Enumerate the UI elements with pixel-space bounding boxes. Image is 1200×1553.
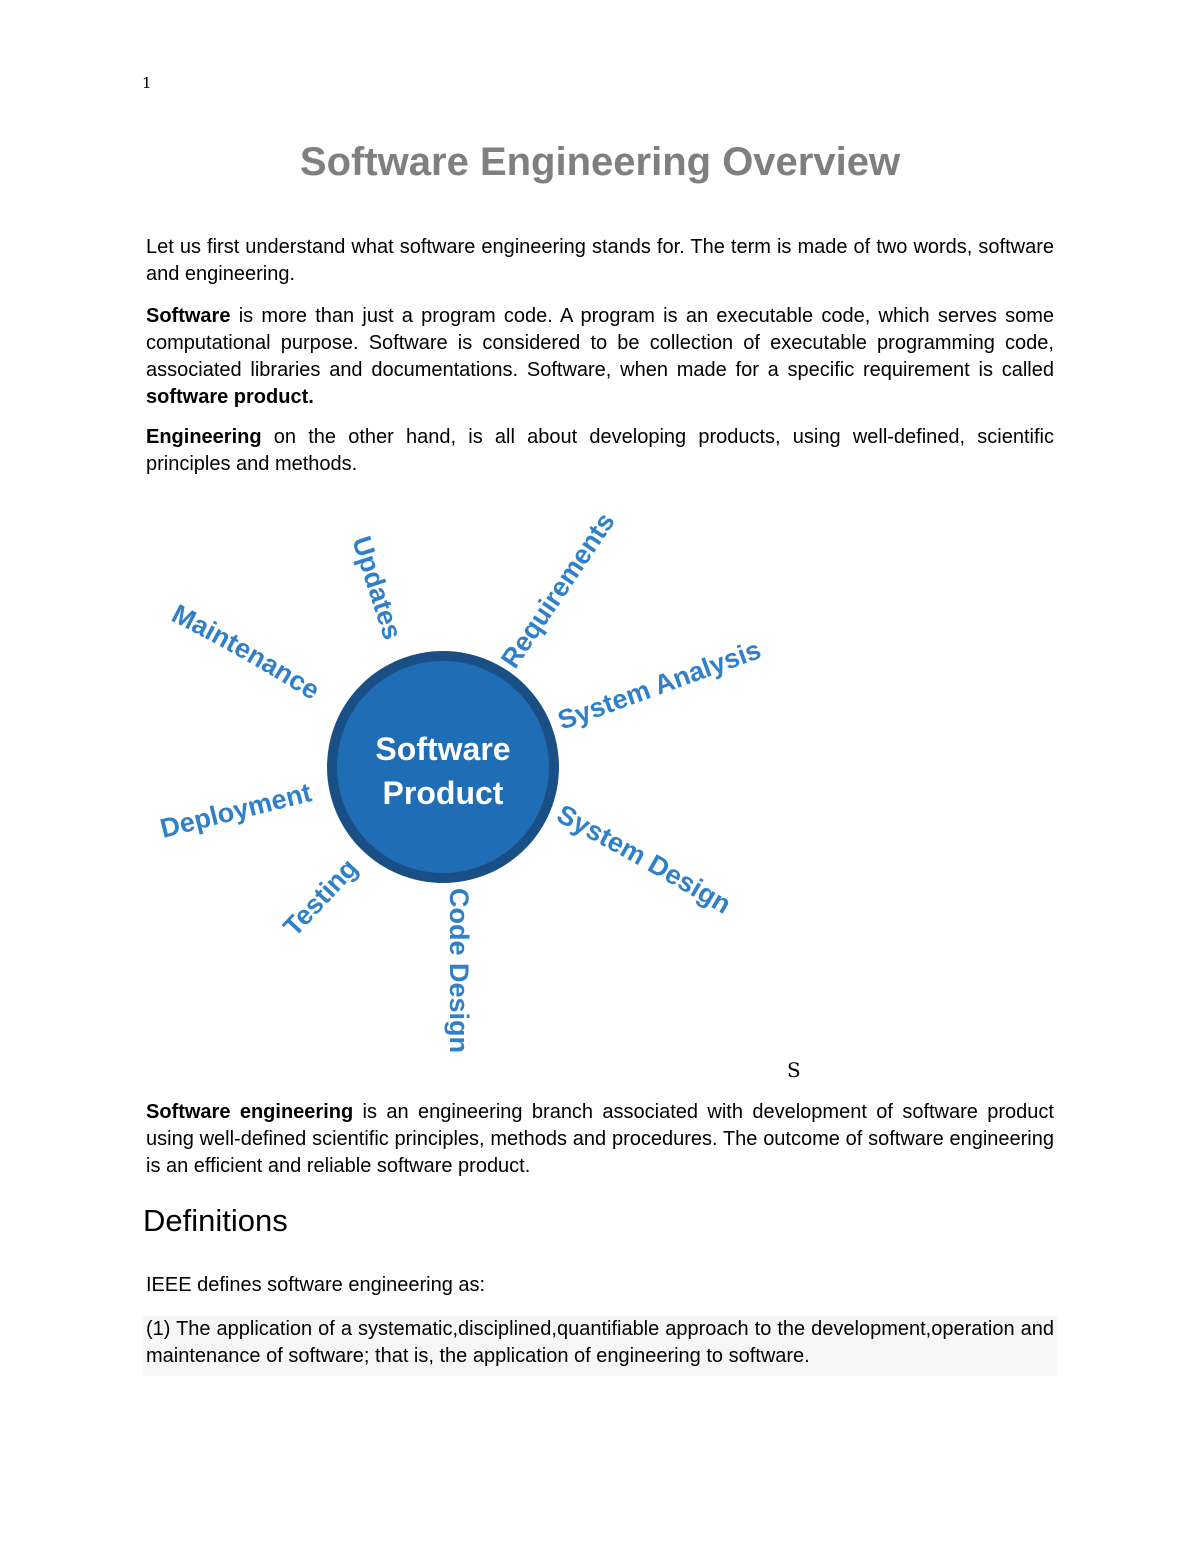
center-circle-fill xyxy=(337,661,549,873)
label-system-design xyxy=(552,799,736,920)
intro-paragraph: Let us first understand what software engineering stands for. The term is made of two words, software and engineering. xyxy=(146,236,1054,285)
software-product-term: software product. xyxy=(146,386,314,408)
software-definition: is more than just a program code. A program is an executable code, which serves some computational purpose. Software is considered to be collection of executable programming code, associated libraries and documentations. Software, when made for a specific requirement is called xyxy=(146,305,1054,381)
label-deployment: Deployment xyxy=(157,777,315,844)
label-code-design: Code Design xyxy=(444,888,474,1054)
label-requirements: Requirements xyxy=(495,507,621,674)
page-title: Software Engineering Overview xyxy=(299,140,901,184)
software-engineering-term: Software engineering xyxy=(146,1101,354,1123)
engineering-definition: on the other hand, is all about developing products, using well-defined, scientific principles and methods. xyxy=(146,426,1054,475)
definitions-heading: Definitions xyxy=(143,1203,288,1238)
center-label-line2: Product xyxy=(382,775,504,811)
ieee-definition-1: (1) The application of a systematic,disciplined,quantifiable approach to the development,operation and maintenance of software; that is, the application of engineering to software. xyxy=(143,1316,1057,1376)
software-engineering-paragraph xyxy=(146,1099,1054,1180)
stray-letter: S xyxy=(787,1058,801,1082)
center-circle xyxy=(327,651,559,883)
label-maintenance-path: Maintenance xyxy=(167,598,325,706)
label-testing: Testing xyxy=(277,852,364,943)
software-paragraph xyxy=(146,303,1054,411)
software-product-diagram xyxy=(130,490,790,1080)
software-term: Software xyxy=(146,305,231,327)
page-number: 1 xyxy=(142,74,152,92)
software-engineering-definition: is an engineering branch associated with development of software product using well-defined scientific principles, methods and procedures. The outcome of software engineering is an efficient and reliable software product. xyxy=(146,1101,1054,1177)
label-maintenance xyxy=(167,599,325,706)
center-label-line1: Software xyxy=(375,731,511,767)
label-updates: Updates xyxy=(346,532,408,644)
ieee-intro: IEEE defines software engineering as: xyxy=(146,1274,486,1296)
engineering-paragraph xyxy=(146,424,1054,478)
engineering-term: Engineering xyxy=(146,426,262,448)
label-system-design-path: System Design xyxy=(552,798,737,920)
label-system-analysis: System Analysis xyxy=(553,634,765,736)
